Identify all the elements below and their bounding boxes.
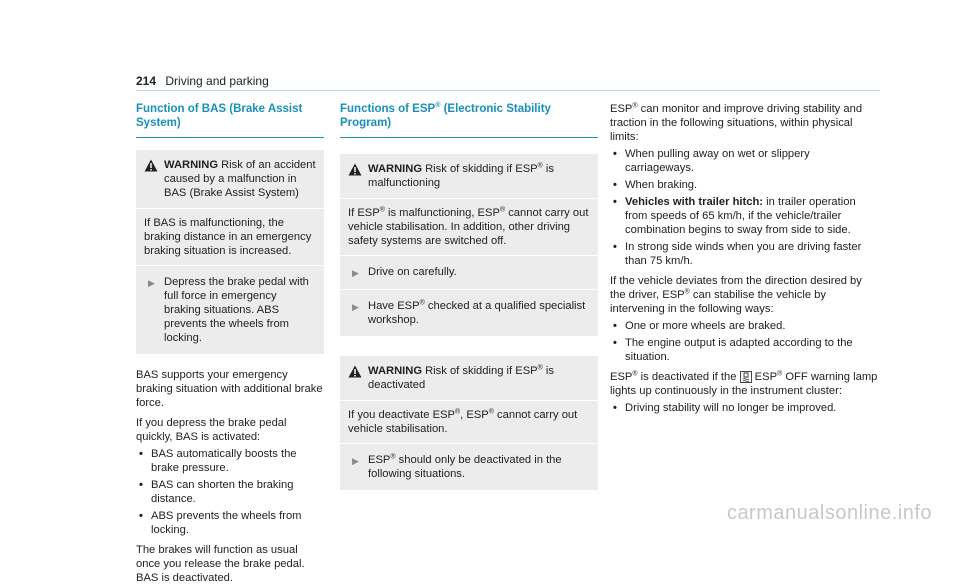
text: If ESP xyxy=(348,207,380,219)
reg-mark: ® xyxy=(632,370,638,378)
text: can stabilise the vehicle by intervening in the following ways: xyxy=(610,289,826,315)
paragraph xyxy=(610,370,880,398)
column-esp-situations xyxy=(610,102,880,415)
reg-mark: ® xyxy=(684,288,690,296)
reg-mark: ® xyxy=(537,162,543,170)
text: in trailer operation from speeds of 65 km/h, if the vehicle/trailer combination begins to sway from side to side. xyxy=(625,196,856,236)
warning-body xyxy=(340,199,598,255)
warning-triangle-icon xyxy=(348,365,362,378)
warning-step-text xyxy=(368,299,590,327)
reg-mark: ® xyxy=(488,408,494,416)
title-text: (Electronic Stability Program) xyxy=(340,103,551,129)
list-item: • The engine output is adapted according to the situation. xyxy=(610,336,880,364)
reg-mark: ® xyxy=(379,206,385,214)
list-item: • In strong side winds when you are driving faster than 75 km/h. xyxy=(610,240,880,268)
text: Have ESP xyxy=(368,300,420,312)
warning-header xyxy=(340,154,598,199)
text: is malfunctioning, ESP xyxy=(384,207,500,219)
paragraph: If you depress the brake pedal quickly, BAS is activated: xyxy=(136,417,287,443)
reg-mark: ® xyxy=(537,364,543,372)
reg-mark: ® xyxy=(499,206,506,214)
warning-step xyxy=(340,289,598,336)
warning-label: WARNING xyxy=(164,159,219,171)
page-number: 214 xyxy=(136,74,157,88)
warning-label: WARNING xyxy=(368,163,423,175)
warning-headline: Risk of an accident caused by a malfunction in BAS (Brake Assist System) xyxy=(164,159,316,199)
text: should only be deactivated in the following situations. xyxy=(368,454,562,480)
paragraph xyxy=(610,102,880,144)
text: ESP xyxy=(610,103,633,115)
title-text: Functions of ESP xyxy=(340,103,436,115)
reg-mark: ® xyxy=(419,299,425,307)
text: ESP xyxy=(751,371,778,383)
reg-mark: ® xyxy=(454,408,461,416)
warning-headline: Risk of skidding if ESP xyxy=(425,163,538,175)
step-arrow-icon: ▶ xyxy=(352,268,359,278)
esp-off-icon xyxy=(740,371,752,383)
list-item: • One or more wheels are braked. xyxy=(610,319,880,333)
reg-mark: ® xyxy=(777,370,783,378)
page-header xyxy=(136,74,269,88)
list-item: • Driving stability will no longer be improved. xyxy=(610,401,880,415)
text: , ESP xyxy=(460,409,489,421)
bullet-list xyxy=(610,319,880,364)
bullet-list xyxy=(136,447,324,537)
bullet-list xyxy=(610,401,880,415)
text: ESP xyxy=(610,371,633,383)
section-title-bas: Function of BAS (Brake Assist System) xyxy=(136,102,324,138)
warning-step xyxy=(340,255,598,289)
text: If you deactivate ESP xyxy=(348,409,455,421)
bullet-list xyxy=(610,147,880,268)
text: OFF warning lamp lights up continuously in the instrument cluster: xyxy=(610,371,878,397)
paragraph xyxy=(610,274,880,316)
warning-headline: Risk of skidding if ESP xyxy=(425,365,538,377)
text: ESP xyxy=(368,454,391,466)
warning-box-bas xyxy=(136,150,324,354)
step-arrow-icon: ▶ xyxy=(148,278,155,288)
reg-mark: ® xyxy=(435,102,441,110)
bold-label: Vehicles with trailer hitch: xyxy=(625,196,764,208)
paragraph: The brakes will function as usual once you release the brake pedal. BAS is deactivated. xyxy=(136,544,305,584)
warning-body xyxy=(340,401,598,443)
text: can monitor and improve driving stability and traction in the following situations, within physical limits: xyxy=(610,103,863,143)
warning-headline: is deactivated xyxy=(368,365,554,391)
warning-body: If BAS is malfunctioning, the braking distance in an emergency braking situation is increased. xyxy=(144,217,312,257)
reg-mark: ® xyxy=(390,453,396,461)
list-item: • When braking. xyxy=(610,178,880,192)
text: is deactivated if the xyxy=(637,371,740,383)
paragraph: BAS supports your emergency braking situation with additional brake force. xyxy=(136,369,323,409)
warning-step-text: Depress the brake pedal with full force in emergency braking situations. ABS prevents the wheels from locking. xyxy=(164,276,309,344)
header-rule xyxy=(136,90,880,91)
step-arrow-icon: ▶ xyxy=(352,456,359,466)
text: If the vehicle deviates from the direction desired by the driver, ESP xyxy=(610,275,862,301)
warning-label: WARNING xyxy=(368,365,423,377)
list-item: • ABS prevents the wheels from locking. xyxy=(136,509,324,537)
section-title-esp xyxy=(340,102,598,138)
column-esp xyxy=(340,102,598,490)
step-arrow-icon: ▶ xyxy=(352,302,359,312)
warning-step-text xyxy=(368,453,590,481)
warning-triangle-icon xyxy=(144,159,158,172)
warning-header xyxy=(340,356,598,401)
list-item: • BAS can shorten the braking distance. xyxy=(136,478,324,506)
list-item: • When pulling away on wet or slippery carriageways. xyxy=(610,147,880,175)
text: cannot carry out vehicle stabilisation. In addition, other driving safety systems are switched off. xyxy=(348,207,589,247)
text: checked at a qualified specialist workshop. xyxy=(368,300,586,326)
section-name: Driving and parking xyxy=(165,74,269,88)
warning-box-esp-deactivated xyxy=(340,356,598,490)
list-item xyxy=(610,195,880,237)
warning-step xyxy=(136,265,324,354)
warning-header xyxy=(136,150,324,209)
warning-headline: is malfunctioning xyxy=(368,163,554,189)
warning-triangle-icon xyxy=(348,163,362,176)
warning-step xyxy=(340,443,598,490)
column-bas xyxy=(136,102,324,585)
warning-box-esp-malfunction xyxy=(340,154,598,336)
text: cannot carry out vehicle stabilisation. xyxy=(348,409,578,435)
warning-step-text: Drive on carefully. xyxy=(368,266,457,278)
list-item: • BAS automatically boosts the brake pressure. xyxy=(136,447,324,475)
watermark: carmanualsonline.info xyxy=(726,502,932,524)
reg-mark: ® xyxy=(632,102,638,110)
